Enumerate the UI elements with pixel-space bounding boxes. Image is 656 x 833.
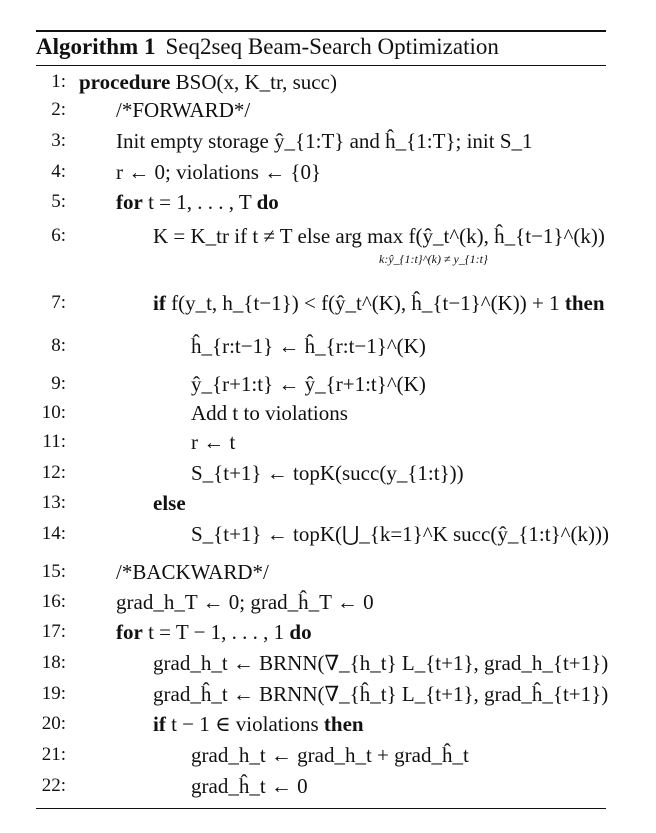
algorithm-line	[36, 370, 606, 398]
line-body	[116, 618, 312, 646]
line-text: r ← 0; violations ← {0}	[116, 160, 322, 184]
argmax-subscript: k:ŷ_{1:t}^(k) ≠ y_{1:t}	[379, 252, 488, 266]
line-number: 5:	[51, 191, 66, 212]
line-text: S_{t+1} ← topK(succ(y_{1:t}))	[191, 461, 464, 485]
algorithm-line	[36, 158, 606, 186]
algorithm-line	[36, 558, 606, 586]
line-text: /*BACKWARD*/	[116, 560, 269, 584]
line-number: 20:	[41, 713, 66, 734]
line-text: grad_h_T ← 0; grad_ĥ_T ← 0	[116, 590, 374, 614]
line-number: 15:	[41, 561, 66, 582]
algorithm-line	[36, 428, 606, 456]
line-number: 18:	[41, 652, 66, 673]
line-text: r ← t	[191, 430, 236, 454]
line-body	[191, 459, 464, 487]
line-number: 19:	[41, 683, 66, 704]
line-number: 14:	[41, 523, 66, 544]
line-number: 17:	[41, 621, 66, 642]
line-body	[116, 127, 533, 155]
line-text: Init empty storage ŷ_{1:T} and ĥ_{1:T}; init S_1	[116, 129, 533, 153]
line-body	[116, 188, 279, 216]
algorithm-line	[36, 222, 606, 266]
algorithm-line	[36, 127, 606, 155]
line-text: grad_h_t ← BRNN(∇_{h_t} L_{t+1}, grad_h_{t+1})	[153, 651, 609, 675]
line-body	[116, 96, 250, 124]
line-number: 8:	[51, 335, 66, 356]
line-text: ĥ_{r:t−1} ← ĥ_{r:t−1}^(K)	[191, 334, 426, 358]
line-text: S_{t+1} ← topK(⋃_{k=1}^K succ(ŷ_{1:t}^(k)))	[191, 522, 609, 546]
line-number: 12:	[41, 462, 66, 483]
algorithm-line	[36, 649, 609, 677]
line-text: t = T − 1, . . . , 1	[142, 620, 290, 644]
algorithm-line	[36, 289, 606, 317]
line-number: 2:	[51, 99, 66, 120]
keyword: then	[323, 712, 364, 736]
line-text: grad_ĥ_t ← BRNN(∇_{ĥ_t} L_{t+1}, grad_ĥ_{t+1})	[153, 682, 609, 706]
algorithm-line	[36, 96, 606, 124]
line-number: 6:	[51, 225, 66, 246]
algorithm-line	[36, 489, 606, 517]
algorithm-line	[36, 680, 609, 708]
line-number: 1:	[51, 71, 66, 92]
line-text: ŷ_{r+1:t} ← ŷ_{r+1:t}^(K)	[191, 372, 426, 396]
line-number: 4:	[51, 161, 66, 182]
line-text: t = 1, . . . , T	[142, 190, 257, 214]
line-body	[191, 370, 426, 398]
algorithm-caption	[36, 32, 499, 62]
caption-rule	[36, 65, 606, 66]
line-text: Add t to violations	[191, 401, 348, 425]
line-text: f(y_t, h_{t−1}) < f(ŷ_t^(K), ĥ_{t−1}^(K)) + 1	[165, 291, 565, 315]
line-number: 16:	[41, 591, 66, 612]
line-body	[116, 158, 321, 186]
algorithm-line	[36, 68, 606, 96]
algorithm-line	[36, 588, 606, 616]
line-text: grad_h_t ← grad_h_t + grad_ĥ_t	[191, 743, 469, 767]
line-number: 22:	[41, 775, 66, 796]
keyword: else	[153, 491, 186, 515]
algorithm-line	[36, 710, 606, 738]
line-number: 13:	[41, 492, 66, 513]
line-body	[153, 222, 605, 266]
algorithm-line	[36, 741, 606, 769]
algorithm-line	[36, 188, 606, 216]
line-number: 3:	[51, 130, 66, 151]
keyword: for	[116, 620, 143, 644]
algorithm-line	[36, 332, 606, 360]
line-body	[191, 772, 308, 800]
line-body	[191, 428, 235, 456]
line-number: 11:	[42, 431, 66, 452]
line-body	[191, 520, 609, 548]
keyword: for	[116, 190, 143, 214]
line-body	[116, 558, 269, 586]
line-body	[153, 489, 186, 517]
line-number: 21:	[41, 744, 66, 765]
line-text: grad_ĥ_t ← 0	[191, 774, 308, 798]
line-body	[153, 710, 364, 738]
line-body	[116, 588, 374, 616]
algorithm-line	[36, 399, 606, 427]
line-body	[191, 399, 348, 427]
line-body	[153, 680, 608, 708]
keyword: then	[564, 291, 605, 315]
algorithm-line	[36, 618, 606, 646]
line-number: 7:	[51, 292, 66, 313]
line-text: BSO(x, K_tr, succ)	[170, 70, 337, 94]
keyword: procedure	[79, 70, 171, 94]
keyword: if	[153, 712, 166, 736]
algorithm-line	[36, 459, 606, 487]
keyword: if	[153, 291, 166, 315]
keyword: do	[256, 190, 279, 214]
line-text: /*FORWARD*/	[116, 98, 251, 122]
line-number: 9:	[51, 373, 66, 394]
line-body	[153, 289, 605, 317]
line-number: 10:	[41, 402, 66, 423]
line-body	[79, 68, 337, 96]
line-body	[191, 741, 469, 769]
line-text: K = K_tr if t ≠ T else arg max f(ŷ_t^(k), ĥ_{t−1}^(k))	[153, 224, 605, 248]
line-body	[153, 649, 608, 677]
algorithm-line	[36, 520, 609, 548]
caption-label: Algorithm 1	[36, 34, 156, 59]
caption-title: Seq2seq Beam-Search Optimization	[165, 34, 499, 59]
line-text: t − 1 ∈ violations	[165, 712, 324, 736]
line-body	[191, 332, 426, 360]
keyword: do	[289, 620, 312, 644]
algorithm-line	[36, 772, 606, 800]
bottom-rule	[36, 808, 606, 809]
